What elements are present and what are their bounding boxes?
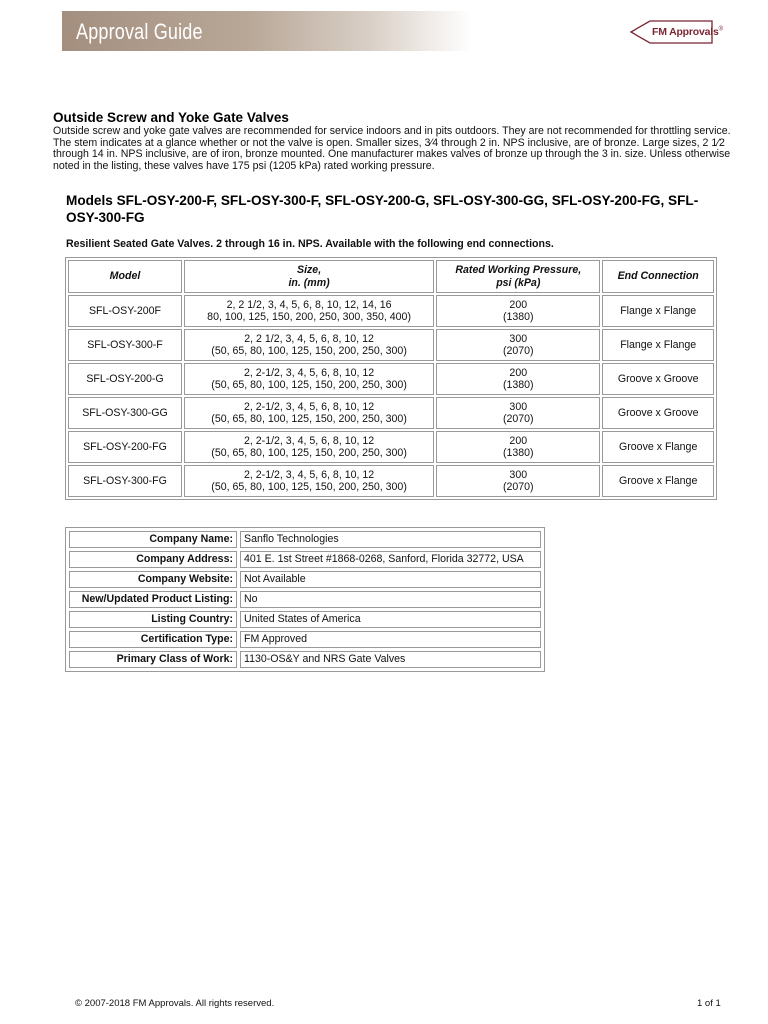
certification-type-value: FM Approved [240,631,541,648]
listing-country-label: Listing Country: [69,611,237,628]
header-model: Model [68,260,182,293]
table-row [68,465,714,497]
listing-country-value: United States of America [240,611,541,628]
cell-pressure [436,397,600,429]
header-size-line1: Size, [297,264,322,276]
cell-model: SFL-OSY-300-FG [68,465,182,497]
cell-size-in: 2, 2-1/2, 3, 4, 5, 6, 8, 10, 12 [244,366,375,379]
cell-psi: 200 [509,434,528,447]
primary-class-value: 1130-OS&Y and NRS Gate Valves [240,651,541,668]
copyright-text: © 2007-2018 FM Approvals. All rights reserved. [75,998,275,1009]
cell-end-connection: Groove x Flange [602,465,714,497]
header-pressure [436,260,600,293]
approval-guide-banner [62,11,472,51]
cell-size-mm: (50, 65, 80, 100, 125, 150, 200, 250, 300) [211,345,407,357]
cell-size-mm: (50, 65, 80, 100, 125, 150, 200, 250, 300) [211,379,407,391]
header-pressure-line1: Rated Working Pressure, [455,264,582,276]
table-row [68,431,714,463]
cell-size [184,465,434,497]
cell-psi: 200 [509,298,528,311]
models-heading: Models SFL-OSY-200-F, SFL-OSY-300-F, SFL-OSY-200-G, SFL-OSY-300-GG, SFL-OSY-200-FG, SFL-OSY-300-FG [66,193,699,225]
cell-size [184,329,434,361]
cell-kpa: (1380) [502,379,534,391]
cell-pressure [436,363,600,395]
cell-model: SFL-OSY-300-F [68,329,182,361]
cell-end-connection: Groove x Groove [602,397,714,429]
company-website-value: Not Available [240,571,541,588]
cell-size [184,363,434,395]
table-caption: Resilient Seated Gate Valves. 2 through 16 in. NPS. Available with the following end connections. [66,238,554,250]
cell-kpa: (1380) [502,447,534,459]
header-size-line2: in. (mm) [288,276,330,289]
cell-size [184,431,434,463]
fm-logo-text: FM Approvals [652,26,719,38]
cell-psi: 200 [509,366,528,379]
cell-pressure [436,329,600,361]
company-row [69,611,541,628]
company-info-table [65,527,545,672]
models-table-header [68,260,714,293]
models-table [65,257,717,500]
cell-size-mm: (50, 65, 80, 100, 125, 150, 200, 250, 300) [211,413,407,425]
company-website-label: Company Website: [69,571,237,588]
cell-kpa: (2070) [502,413,534,425]
cell-psi: 300 [509,468,528,481]
cell-size-in: 2, 2-1/2, 3, 4, 5, 6, 8, 10, 12 [244,468,375,481]
cell-end-connection: Flange x Flange [602,295,714,327]
cell-size-mm: 80, 100, 125, 150, 200, 250, 300, 350, 400) [207,311,411,323]
new-listing-value: No [240,591,541,608]
cell-psi: 300 [509,400,528,413]
cell-pressure [436,465,600,497]
cell-kpa: (2070) [502,481,534,493]
cell-kpa: (1380) [502,311,534,323]
cell-size [184,295,434,327]
company-row [69,651,541,668]
cell-end-connection: Flange x Flange [602,329,714,361]
fm-approvals-logo [628,18,723,46]
cell-size [184,397,434,429]
table-row [68,397,714,429]
cell-kpa: (2070) [502,345,534,357]
header-end-connection: End Connection [602,260,714,293]
cell-end-connection: Groove x Groove [602,363,714,395]
cell-size-in: 2, 2 1/2, 3, 4, 5, 6, 8, 10, 12 [244,332,374,345]
table-row [68,329,714,361]
header-size [184,260,434,293]
company-name-label: Company Name: [69,531,237,548]
cell-size-mm: (50, 65, 80, 100, 125, 150, 200, 250, 300) [211,481,407,493]
primary-class-label: Primary Class of Work: [69,651,237,668]
cell-pressure [436,295,600,327]
company-address-value: 401 E. 1st Street #1868-0268, Sanford, Florida 32772, USA [240,551,541,568]
cell-model: SFL-OSY-200-FG [68,431,182,463]
registered-mark: ® [718,26,723,33]
cell-pressure [436,431,600,463]
company-row [69,571,541,588]
cell-size-in: 2, 2-1/2, 3, 4, 5, 6, 8, 10, 12 [244,400,375,413]
cell-psi: 300 [509,332,528,345]
cell-model: SFL-OSY-200-G [68,363,182,395]
table-row [68,295,714,327]
cell-model: SFL-OSY-200F [68,295,182,327]
cell-size-mm: (50, 65, 80, 100, 125, 150, 200, 250, 300) [211,447,407,459]
cell-size-in: 2, 2-1/2, 3, 4, 5, 6, 8, 10, 12 [244,434,375,447]
company-name-value: Sanflo Technologies [240,531,541,548]
company-address-label: Company Address: [69,551,237,568]
company-row [69,531,541,548]
banner-title: Approval Guide [76,19,203,44]
cell-size-in: 2, 2 1/2, 3, 4, 5, 6, 8, 10, 12, 14, 16 [226,298,392,311]
company-row [69,631,541,648]
new-listing-label: New/Updated Product Listing: [69,591,237,608]
section-intro: Outside screw and yoke gate valves are recommended for service indoors and in pits outdoors. They are not recommended for throttling service. The stem indicates at a glance whether or not the valve is open. Smaller sizes, 3⁄4 through 2 in. NPS inclusive, are of bronze. Large sizes, 2 1⁄2 through 14 in. NPS inclusive, are of iron, bronze mounted. One manufacturer makes valves of bronze up through the 3 in. size. Unless otherwise noted in the listing, these valves have 175 psi (1205 kPa) rated working pressure. [53,125,731,173]
table-row [68,363,714,395]
company-row [69,591,541,608]
company-row [69,551,541,568]
cell-end-connection: Groove x Flange [602,431,714,463]
page-number: 1 of 1 [697,998,721,1009]
cell-model: SFL-OSY-300-GG [68,397,182,429]
certification-type-label: Certification Type: [69,631,237,648]
header-pressure-line2: psi (kPa) [496,276,541,289]
section-title: Outside Screw and Yoke Gate Valves [53,110,289,125]
